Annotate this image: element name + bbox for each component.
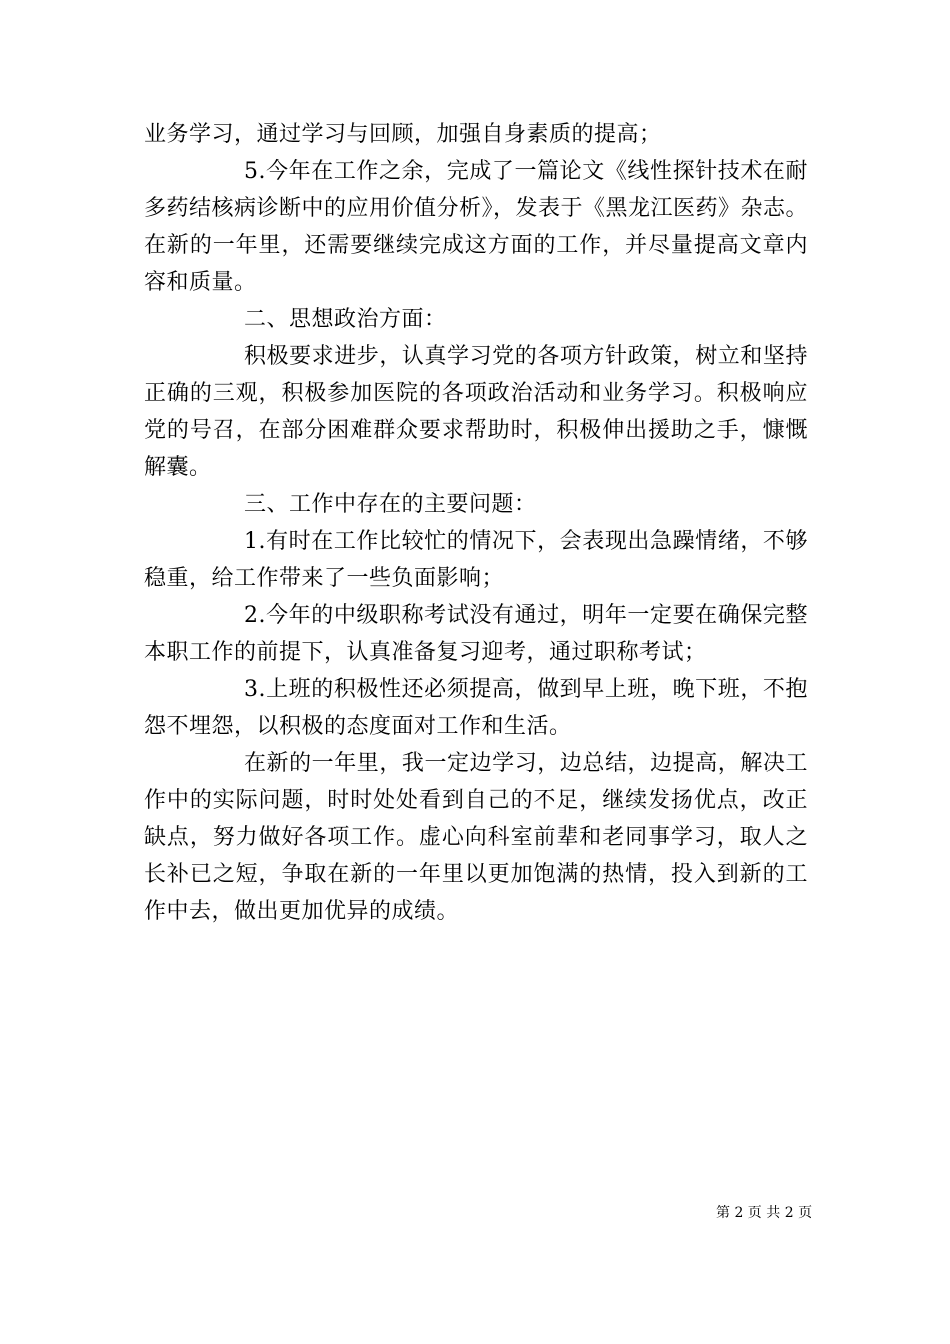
paragraph-conclusion: 在新的一年里，我一定边学习，边总结，边提高，解决工作中的实际问题，时时处处看到自己的不足，继续发扬优点，改正缺点，努力做好各项工作。虚心向科室前辈和老同事学习，取人之长补已之短，争取在新的一年里以更加饱满的热情，投入到新的工作中去，做出更加优异的成绩。 bbox=[144, 751, 808, 924]
paragraph-problem-3: 3.上班的积极性还必须提高，做到早上班，晚下班，不抱怨不埋怨，以积极的态度面对工作和生活。 bbox=[144, 677, 808, 739]
section-heading-ideology: 二、思想政治方面： bbox=[244, 307, 447, 332]
section-heading-problems: 三、工作中存在的主要问题： bbox=[244, 492, 537, 517]
paragraph-item-5-paper: 5.今年在工作之余，完成了一篇论文《线性探针技术在耐多药结核病诊断中的应用价值分析》，发表于《黑龙江医药》杂志。在新的一年里，还需要继续完成这方面的工作，并尽量提高文章内容和质量。 bbox=[144, 159, 809, 295]
page-number-footer: 第 2 页 共 2 页 bbox=[716, 1205, 813, 1221]
paragraph-ideology: 积极要求进步，认真学习党的各项方针政策，树立和坚持正确的三观，积极参加医院的各项政治活动和业务学习。积极响应党的号召，在部分困难群众要求帮助时，积极伸出援助之手，慷慨解囊。 bbox=[144, 344, 808, 480]
document-body bbox=[144, 116, 808, 930]
paragraph-problem-1: 1.有时在工作比较忙的情况下，会表现出急躁情绪，不够稳重，给工作带来了一些负面影响； bbox=[144, 529, 808, 591]
paragraph-problem-2: 2.今年的中级职称考试没有通过，明年一定要在确保完整本职工作的前提下，认真准备复习迎考，通过职称考试； bbox=[144, 603, 808, 665]
paragraph-continuation: 业务学习，通过学习与回顾，加强自身素质的提高； bbox=[144, 122, 662, 147]
